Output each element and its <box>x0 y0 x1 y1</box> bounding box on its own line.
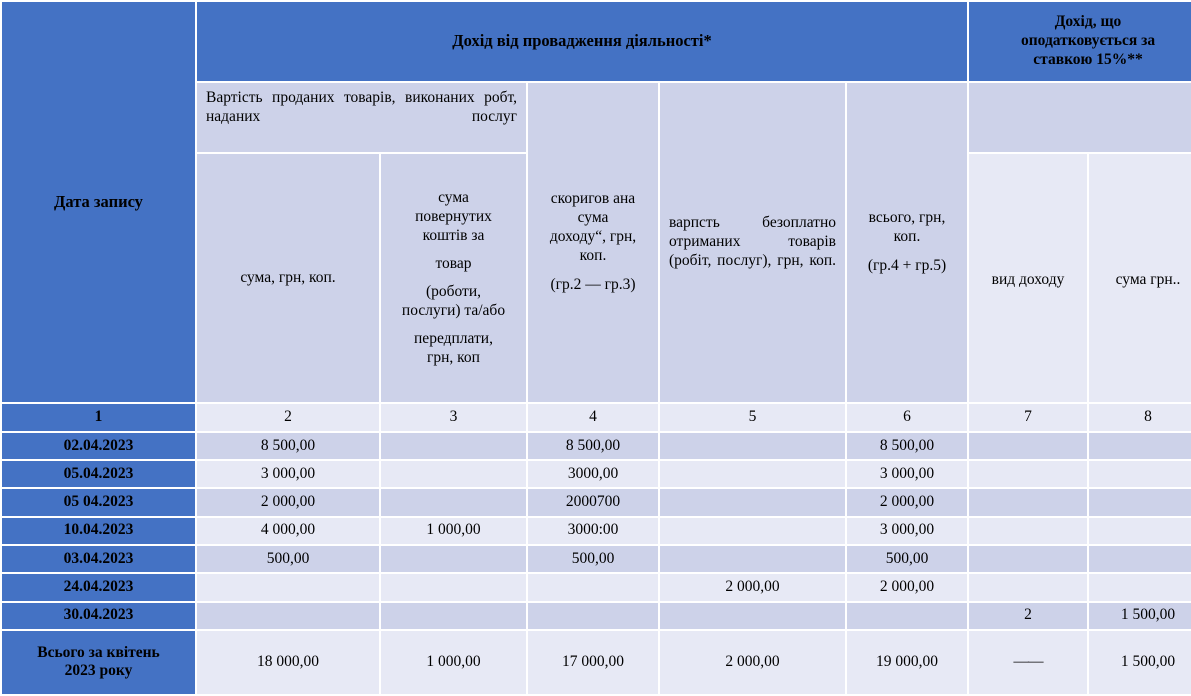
header-col7 <box>969 154 1087 402</box>
row-col8: 1 500,00 <box>1089 603 1191 629</box>
row-date: 03.04.2023 <box>2 546 195 572</box>
row-col5 <box>660 518 845 544</box>
column-number-5: 5 <box>660 404 845 430</box>
row-col5 <box>660 603 845 629</box>
row-col8 <box>1089 546 1191 572</box>
row-col8 <box>1089 574 1191 600</box>
row-col8 <box>1089 518 1191 544</box>
header-col5: варпсть безоплатно отриманих товарів (робіт, послуг), грн, коп. <box>660 83 845 403</box>
header-col4-line5: (гр.2 — гр.3) <box>550 276 636 294</box>
header-taxed-group-line1: Дохід, що <box>1054 13 1122 31</box>
row-col7: 2 <box>969 603 1087 629</box>
total-row-label <box>2 631 195 694</box>
table-row <box>2 574 1191 600</box>
row-col8 <box>1089 489 1191 515</box>
header-goods-value-group: Вартість проданих товарів, виконаних робт, наданих послуг <box>197 83 526 152</box>
header-col3-line1: сума <box>438 189 469 207</box>
column-number-4: 4 <box>528 404 658 430</box>
total-col7: —— <box>969 631 1087 694</box>
row-col7 <box>969 489 1087 515</box>
row-col6: 8 500,00 <box>847 433 967 459</box>
row-col3 <box>381 433 526 459</box>
header-col8 <box>1089 154 1191 402</box>
row-date: 05 04.2023 <box>2 489 195 515</box>
header-col3-line3: коштів за <box>422 227 485 245</box>
table-row <box>2 461 1191 487</box>
row-col3 <box>381 461 526 487</box>
row-col4: 2000700 <box>528 489 658 515</box>
row-col7 <box>969 433 1087 459</box>
header-col8-label: сума грн.. <box>1115 270 1181 288</box>
row-col4: 8 500,00 <box>528 433 658 459</box>
header-col6 <box>847 83 967 403</box>
row-col6: 2 000,00 <box>847 489 967 515</box>
total-col2: 18 000,00 <box>197 631 379 694</box>
column-number-7: 7 <box>969 404 1087 430</box>
row-date: 05.04.2023 <box>2 461 195 487</box>
row-col4: 3000,00 <box>528 461 658 487</box>
column-number-row <box>2 404 1191 430</box>
header-col2: сума, грн, коп. <box>197 154 379 402</box>
row-col3 <box>381 546 526 572</box>
header-col3-line6: послуги) та/або <box>401 301 506 319</box>
row-col3 <box>381 489 526 515</box>
header-col4-line3: доходу“, грн, <box>549 228 637 246</box>
column-number-8: 8 <box>1089 404 1191 430</box>
row-col2: 3 000,00 <box>197 461 379 487</box>
header-col4-line2: сума <box>577 209 609 227</box>
total-row <box>2 631 1191 694</box>
header-taxed-group-line3: ставкою 15%** <box>1033 50 1143 68</box>
total-row-label-line2: 2023 року <box>64 662 133 680</box>
column-number-3: 3 <box>381 404 526 430</box>
row-col3 <box>381 603 526 629</box>
row-col2 <box>197 603 379 629</box>
row-col5 <box>660 461 845 487</box>
row-col7 <box>969 461 1087 487</box>
header-taxed-spacer <box>969 83 1191 152</box>
total-col3: 1 000,00 <box>381 631 526 694</box>
row-col8 <box>1089 433 1191 459</box>
row-col4 <box>528 603 658 629</box>
row-col2: 4 000,00 <box>197 518 379 544</box>
header-row-group <box>2 2 1191 81</box>
header-col6-line1: всього, грн, <box>868 209 946 227</box>
header-col6-line3: (гр.4 + гр.5) <box>867 257 947 275</box>
row-date: 30.04.2023 <box>2 603 195 629</box>
header-col3-line2: повернутих <box>415 208 492 226</box>
header-col3-line4: товар <box>435 254 472 272</box>
header-col3-line7: передплати, <box>414 329 493 347</box>
table-row <box>2 546 1191 572</box>
table-row <box>2 603 1191 629</box>
table-row <box>2 518 1191 544</box>
header-col7-label: вид доходу <box>991 270 1065 288</box>
row-col6 <box>847 603 967 629</box>
header-income-group: Дохід від провадження діяльності* <box>197 2 967 81</box>
column-number-2: 2 <box>197 404 379 430</box>
row-col3 <box>381 574 526 600</box>
header-col4-line1: скоригов ана <box>550 190 636 208</box>
total-row-label-line1: Всього за квітень <box>37 643 160 661</box>
row-col6: 2 000,00 <box>847 574 967 600</box>
column-number-6: 6 <box>847 404 967 430</box>
table-row <box>2 489 1191 515</box>
header-col3-line8: грн, коп <box>427 348 480 366</box>
row-col8 <box>1089 461 1191 487</box>
row-col2 <box>197 574 379 600</box>
total-col8: 1 500,00 <box>1089 631 1191 694</box>
row-col4: 500,00 <box>528 546 658 572</box>
header-col3-line5: (роботи, <box>425 282 482 300</box>
row-col5 <box>660 489 845 515</box>
header-col3 <box>381 154 526 402</box>
row-col7 <box>969 518 1087 544</box>
row-col5 <box>660 546 845 572</box>
row-date: 10.04.2023 <box>2 518 195 544</box>
row-col4: 3000:00 <box>528 518 658 544</box>
header-taxed-group <box>969 2 1191 81</box>
row-col5: 2 000,00 <box>660 574 845 600</box>
row-col6: 3 000,00 <box>847 518 967 544</box>
row-date: 24.04.2023 <box>2 574 195 600</box>
total-col6: 19 000,00 <box>847 631 967 694</box>
row-col7 <box>969 574 1087 600</box>
row-col6: 500,00 <box>847 546 967 572</box>
header-col6-line2: коп. <box>893 228 921 246</box>
row-col2: 500,00 <box>197 546 379 572</box>
row-col2: 2 000,00 <box>197 489 379 515</box>
table-row <box>2 433 1191 459</box>
header-col4-line4: коп. <box>579 247 607 265</box>
total-col4: 17 000,00 <box>528 631 658 694</box>
total-col5: 2 000,00 <box>660 631 845 694</box>
row-col6: 3 000,00 <box>847 461 967 487</box>
row-col5 <box>660 433 845 459</box>
header-taxed-group-line2: оподатковується за <box>1020 32 1156 50</box>
row-date: 02.04.2023 <box>2 433 195 459</box>
row-col4 <box>528 574 658 600</box>
header-date-column: Дата запису <box>2 2 195 402</box>
row-col3: 1 000,00 <box>381 518 526 544</box>
column-number-1: 1 <box>2 404 195 430</box>
row-col7 <box>969 546 1087 572</box>
row-col2: 8 500,00 <box>197 433 379 459</box>
header-col4 <box>528 83 658 403</box>
